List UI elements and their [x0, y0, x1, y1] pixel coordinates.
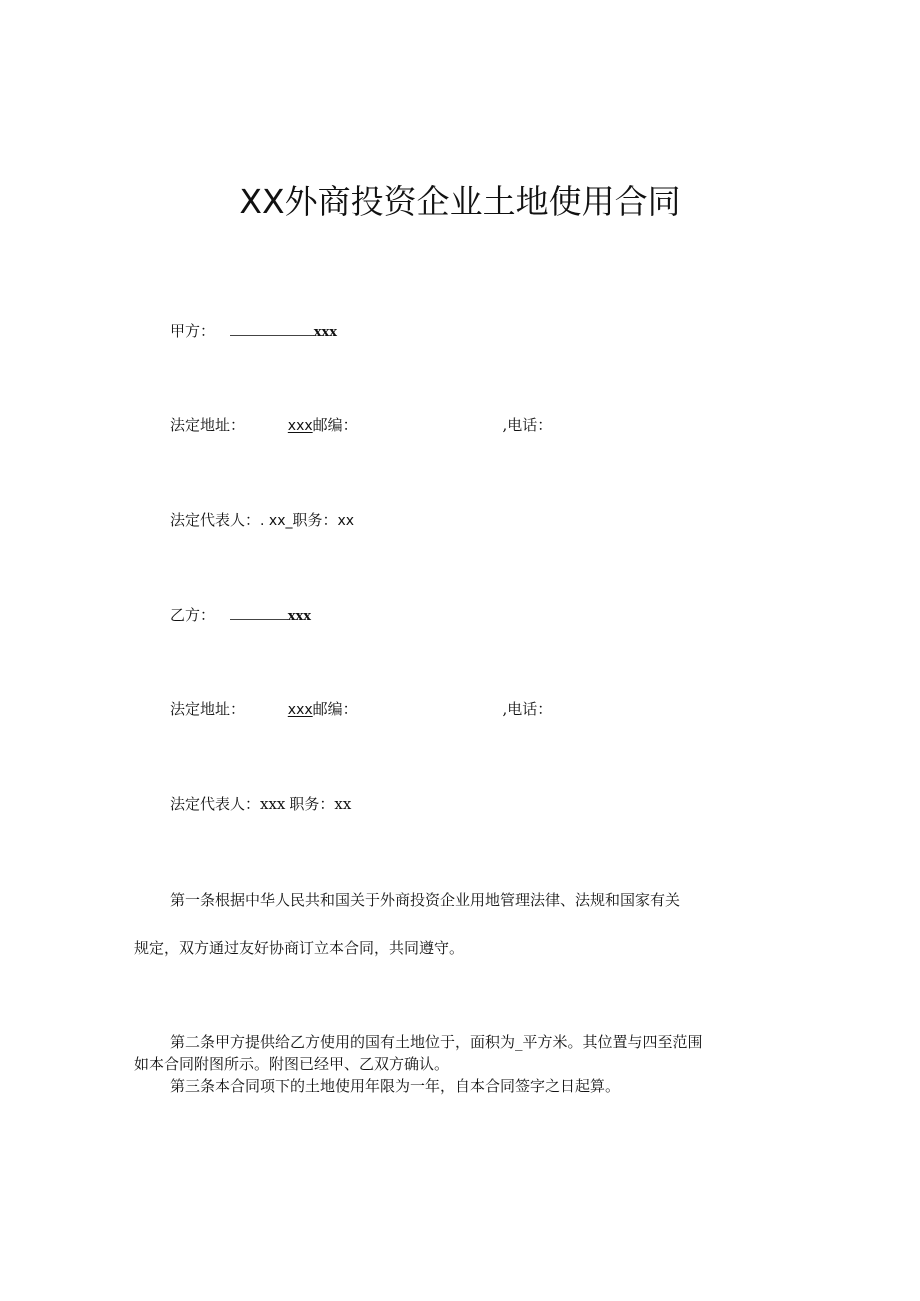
party-a-address-value: xxx — [287, 418, 313, 434]
party-b-line — [170, 604, 311, 625]
party-b-address-line — [170, 698, 552, 719]
party-b-label: 乙方： — [170, 606, 216, 624]
party-b-rep-label: 法定代表人： — [170, 795, 261, 813]
party-b-address-label: 法定地址： — [170, 700, 246, 718]
article-2-line-2: 如本合同附图所示。附图已经甲、乙双方确认。 — [134, 1055, 450, 1073]
party-b-rep-value: xxx — [260, 795, 286, 813]
party-a-position-label: 职务： — [292, 511, 338, 529]
party-a-postcode-label: 邮编： — [312, 416, 358, 434]
party-b-position-label: 职务： — [289, 795, 335, 813]
article-1-line-1: 第一条根据中华人民共和国关于外商投资企业用地管理法律、法规和国家有关 — [170, 891, 681, 909]
party-a-rep-value: . xx_ — [260, 513, 293, 529]
party-a-rep-line — [170, 509, 354, 530]
party-a-address-label: 法定地址： — [170, 416, 246, 434]
party-a-label: 甲方： — [170, 322, 216, 340]
document-title: XX外商投资企业土地使用合同 — [239, 182, 681, 221]
party-b-postcode-label: 邮编： — [312, 700, 358, 718]
party-a-phone-label: ,电话： — [502, 416, 553, 434]
party-b-name: xxx — [287, 609, 312, 624]
party-a-rep-label: 法定代表人： — [170, 511, 261, 529]
article-3-line-1: 第三条本合同项下的土地使用年限为一年，自本合同签字之日起算。 — [170, 1077, 621, 1095]
party-b-address-value: xxx — [287, 702, 313, 718]
party-a-position-value: xx — [337, 513, 355, 529]
party-a-address-line — [170, 414, 552, 435]
article-1-line-2: 规定，双方通过友好协商订立本合同，共同遵守。 — [134, 939, 465, 957]
party-a-blank — [230, 324, 314, 336]
party-a-line — [170, 320, 337, 341]
article-2-line-1: 第二条甲方提供给乙方使用的国有土地位于，面积为_平方米。其位置与四至范围 — [170, 1033, 703, 1051]
party-b-blank — [230, 608, 288, 620]
party-b-position-value: xx — [334, 795, 352, 813]
party-a-name: xxx — [313, 325, 338, 340]
party-b-rep-line — [170, 793, 351, 814]
party-b-phone-label: ,电话： — [502, 700, 553, 718]
